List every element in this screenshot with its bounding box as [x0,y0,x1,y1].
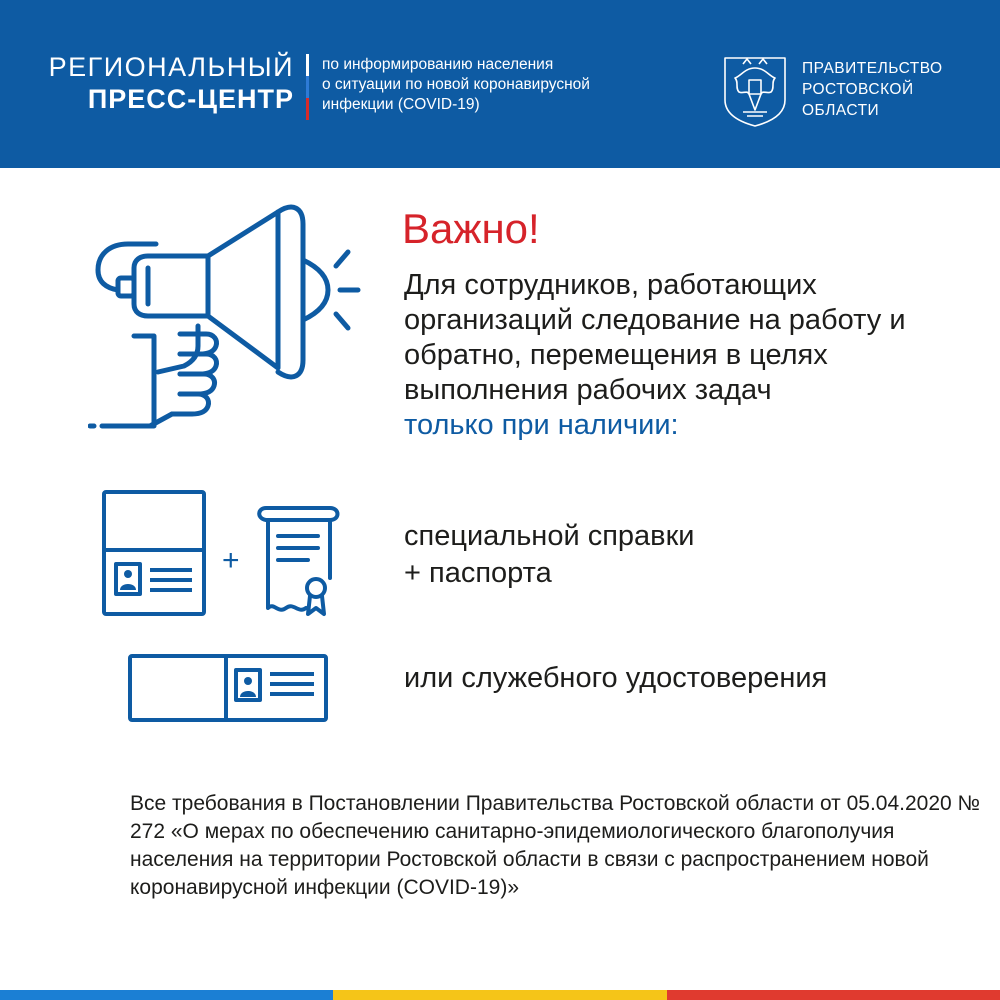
stripe-blue [0,990,333,1000]
press-center-subtitle: по информированию населения о ситуации по новой коронавирусной инфекции (COVID-19) [322,56,590,113]
notice-body [404,268,974,443]
notice-highlight: только при наличии: [404,409,679,441]
stripe-yellow [333,990,666,1000]
megaphone-icon [88,196,363,436]
tricolor-divider [306,54,309,120]
id-card-icon [126,652,330,724]
stripe-red [667,990,1000,1000]
important-heading: Важно! [402,205,540,252]
option-service-id: или служебного удостоверения [404,662,828,694]
regulation-footnote: Все требования в Постановлении Правительства Ростовской области от 05.04.2020 № 272 «О мерах по обеспечению санитарно-эпидемиологического благополучия населения на территории Ростовской области в связи с распространением новой коронавирусной инфекции (COVID-19)» [130,792,981,899]
option-passport-line: + паспорта [404,557,552,589]
passport-icon [100,488,210,618]
header-banner [0,0,1000,168]
notice-body-text: Для сотрудников, работающих организаций следование на работу и обратно, перемещения в целях выполнения рабочих задач [404,269,906,406]
certificate-icon [252,498,344,622]
coat-of-arms-icon [721,50,789,128]
plus-sign: + [222,544,240,577]
option-certificate-passport [404,518,694,592]
option-certificate-line: специальной справки [404,520,695,552]
press-center-brand [49,52,294,116]
color-stripe [0,990,1000,1000]
brand-line-2: ПРЕСС-ЦЕНТР [87,84,294,114]
government-name: ПРАВИТЕЛЬСТВО РОСТОВСКОЙ ОБЛАСТИ [802,60,943,119]
brand-line-1: РЕГИОНАЛЬНЫЙ [48,52,294,82]
